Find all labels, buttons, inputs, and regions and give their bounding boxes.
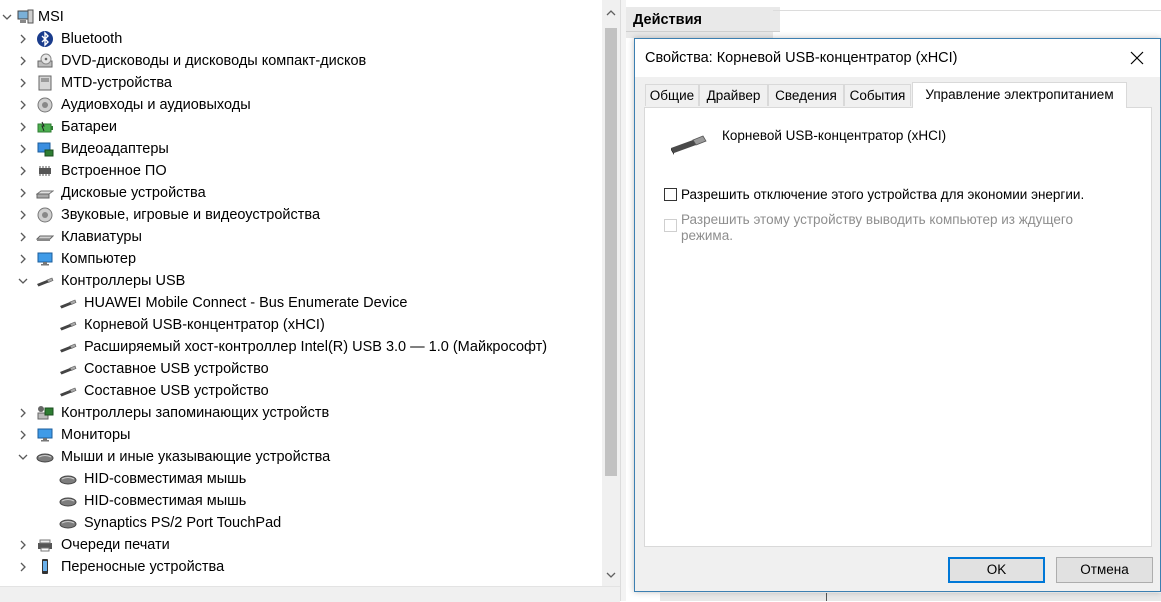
- allow-wake-label: Разрешить этому устройству выводить компьютер из ждущего режима.: [681, 212, 1073, 243]
- tree-device-item[interactable]: [0, 314, 600, 336]
- actions-header: Действия: [626, 7, 780, 32]
- tree-item-label: Переносные устройства: [61, 559, 225, 575]
- tree-category-item[interactable]: [0, 556, 600, 578]
- tree-category-item[interactable]: [0, 534, 600, 556]
- scroll-down-arrow-icon[interactable]: [602, 566, 620, 584]
- chevron-right-icon[interactable]: [16, 204, 30, 226]
- speaker-icon: [36, 206, 54, 224]
- chevron-down-icon[interactable]: [16, 270, 30, 292]
- tree-category-item[interactable]: [0, 248, 600, 270]
- portable-device-icon: [36, 558, 54, 576]
- computer-icon: [16, 8, 34, 26]
- dvd-drive-icon: [36, 52, 54, 70]
- tab-general[interactable]: Общие: [645, 84, 699, 106]
- monitor-icon: [36, 250, 54, 268]
- tree-category-item[interactable]: [0, 28, 600, 50]
- tree-item-label: MSI: [38, 9, 64, 25]
- firmware-chip-icon: [36, 162, 54, 180]
- tree-device-item[interactable]: [0, 336, 600, 358]
- battery-icon: [36, 118, 54, 136]
- tree-item-label: Расширяемый хост-контроллер Intel(R) USB 3.0 — 1.0 (Майкрософт): [84, 339, 548, 355]
- chevron-right-icon[interactable]: [16, 72, 30, 94]
- ok-button[interactable]: OK: [948, 557, 1045, 583]
- cancel-button[interactable]: Отмена: [1056, 557, 1153, 583]
- tree-item-label: HID-совместимая мышь: [84, 493, 247, 509]
- usb-plug-icon: [59, 316, 77, 334]
- display-adapter-icon: [36, 140, 54, 158]
- tree-item-label: Аудиовходы и аудиовыходы: [61, 97, 251, 113]
- tree-item-label: Видеоадаптеры: [61, 141, 169, 157]
- dialog-titlebar[interactable]: [635, 39, 1160, 77]
- tree-item-label: Контроллеры USB: [61, 273, 186, 289]
- tree-item-label: Составное USB устройство: [84, 383, 269, 399]
- close-button[interactable]: [1114, 39, 1160, 77]
- mouse-icon: [59, 470, 77, 488]
- tree-device-item[interactable]: [0, 292, 600, 314]
- divider: [826, 593, 827, 601]
- tree-category-item[interactable]: [0, 204, 600, 226]
- usb-plug-icon: [59, 338, 77, 356]
- tree-item-label: Корневой USB-концентратор (xHCI): [84, 317, 325, 333]
- chevron-right-icon[interactable]: [16, 182, 30, 204]
- allow-turn-off-checkbox[interactable]: [664, 188, 677, 201]
- chevron-down-icon[interactable]: [0, 6, 14, 28]
- chevron-right-icon[interactable]: [16, 116, 30, 138]
- tab-power-management[interactable]: Управление электропитанием: [912, 82, 1127, 108]
- status-strip: [660, 593, 1161, 601]
- tree-category-item[interactable]: [0, 94, 600, 116]
- chevron-right-icon[interactable]: [16, 28, 30, 50]
- storage-controller-icon: [36, 404, 54, 422]
- usb-plug-icon: [669, 132, 709, 156]
- tree-item-label: Контроллеры запоминающих устройств: [61, 405, 330, 421]
- tree-item-label: Очереди печати: [61, 537, 170, 553]
- tree-item-label: Bluetooth: [61, 31, 123, 47]
- tree-item-label: Звуковые, игровые и видеоустройства: [61, 207, 321, 223]
- tree-category-item[interactable]: [0, 182, 600, 204]
- tree-item-label: Мониторы: [61, 427, 131, 443]
- tree-category-item[interactable]: [0, 50, 600, 72]
- tree-item-label: DVD-дисководы и дисководы компакт-дисков: [61, 53, 367, 69]
- tree-item-label: Дисковые устройства: [61, 185, 206, 201]
- close-icon: [1130, 51, 1144, 65]
- chevron-right-icon[interactable]: [16, 226, 30, 248]
- divider: [773, 10, 1161, 11]
- mouse-icon: [59, 492, 77, 510]
- tree-item-label: Батареи: [61, 119, 118, 135]
- tree-category-item[interactable]: [0, 402, 600, 424]
- monitor-icon: [36, 426, 54, 444]
- chevron-right-icon[interactable]: [16, 50, 30, 72]
- disk-drive-icon: [36, 184, 54, 202]
- tree-category-item[interactable]: [0, 138, 600, 160]
- tree-device-item[interactable]: [0, 512, 600, 534]
- tree-device-item[interactable]: [0, 380, 600, 402]
- tree-item-label: Компьютер: [61, 251, 137, 267]
- tree-item-label: Встроенное ПО: [61, 163, 167, 179]
- tree-category-item[interactable]: [0, 424, 600, 446]
- dialog-title: Свойства: Корневой USB-концентратор (xHCI): [645, 50, 958, 66]
- allow-wake-checkbox[interactable]: [664, 219, 677, 232]
- tree-device-item[interactable]: [0, 490, 600, 512]
- tree-category-item[interactable]: [0, 160, 600, 182]
- properties-dialog: [634, 38, 1161, 592]
- tree-item-label: Synaptics PS/2 Port TouchPad: [84, 515, 282, 531]
- tab-driver[interactable]: Драйвер: [699, 84, 768, 106]
- tree-vertical-scrollbar[interactable]: [602, 0, 620, 586]
- tree-category-item[interactable]: [0, 270, 600, 292]
- allow-turn-off-label[interactable]: Разрешить отключение этого устройства для экономии энергии.: [681, 187, 1085, 202]
- tree-root-item[interactable]: [0, 6, 600, 28]
- mouse-icon: [36, 448, 54, 466]
- tab-events[interactable]: События: [844, 84, 911, 106]
- chevron-right-icon[interactable]: [16, 138, 30, 160]
- usb-plug-icon: [36, 272, 54, 290]
- tree-category-item[interactable]: [0, 226, 600, 248]
- usb-plug-icon: [59, 360, 77, 378]
- tree-item-label: Мыши и иные указывающие устройства: [61, 449, 331, 465]
- tree-item-label: Составное USB устройство: [84, 361, 269, 377]
- mouse-icon: [59, 514, 77, 532]
- tree-device-item[interactable]: [0, 358, 600, 380]
- tree-horizontal-scrollbar[interactable]: [0, 586, 620, 602]
- keyboard-icon: [36, 228, 54, 246]
- tree-item-label: MTD-устройства: [61, 75, 172, 91]
- scrollbar-thumb[interactable]: [605, 28, 617, 476]
- chevron-right-icon[interactable]: [16, 424, 30, 446]
- chevron-right-icon[interactable]: [16, 94, 30, 116]
- chevron-right-icon[interactable]: [16, 534, 30, 556]
- chevron-right-icon[interactable]: [16, 160, 30, 182]
- mtd-device-icon: [36, 74, 54, 92]
- device-name: Корневой USB-концентратор (xHCI): [722, 128, 947, 143]
- scroll-up-arrow-icon[interactable]: [602, 4, 620, 22]
- chevron-right-icon[interactable]: [16, 402, 30, 424]
- tree-category-item[interactable]: [0, 116, 600, 138]
- tab-details[interactable]: Сведения: [768, 84, 844, 106]
- bluetooth-icon: [36, 30, 54, 48]
- usb-plug-icon: [59, 382, 77, 400]
- tree-item-label: HUAWEI Mobile Connect - Bus Enumerate Device: [84, 295, 408, 311]
- tree-category-item[interactable]: [0, 446, 600, 468]
- chevron-right-icon[interactable]: [16, 248, 30, 270]
- tree-item-label: HID-совместимая мышь: [84, 471, 247, 487]
- tab-panel-power-management: [644, 107, 1152, 547]
- usb-plug-icon: [59, 294, 77, 312]
- printer-icon: [36, 536, 54, 554]
- speaker-icon: [36, 96, 54, 114]
- tree-device-item[interactable]: [0, 468, 600, 490]
- tree-category-item[interactable]: [0, 72, 600, 94]
- chevron-down-icon[interactable]: [16, 446, 30, 468]
- tree-item-label: Клавиатуры: [61, 229, 142, 245]
- chevron-right-icon[interactable]: [16, 556, 30, 578]
